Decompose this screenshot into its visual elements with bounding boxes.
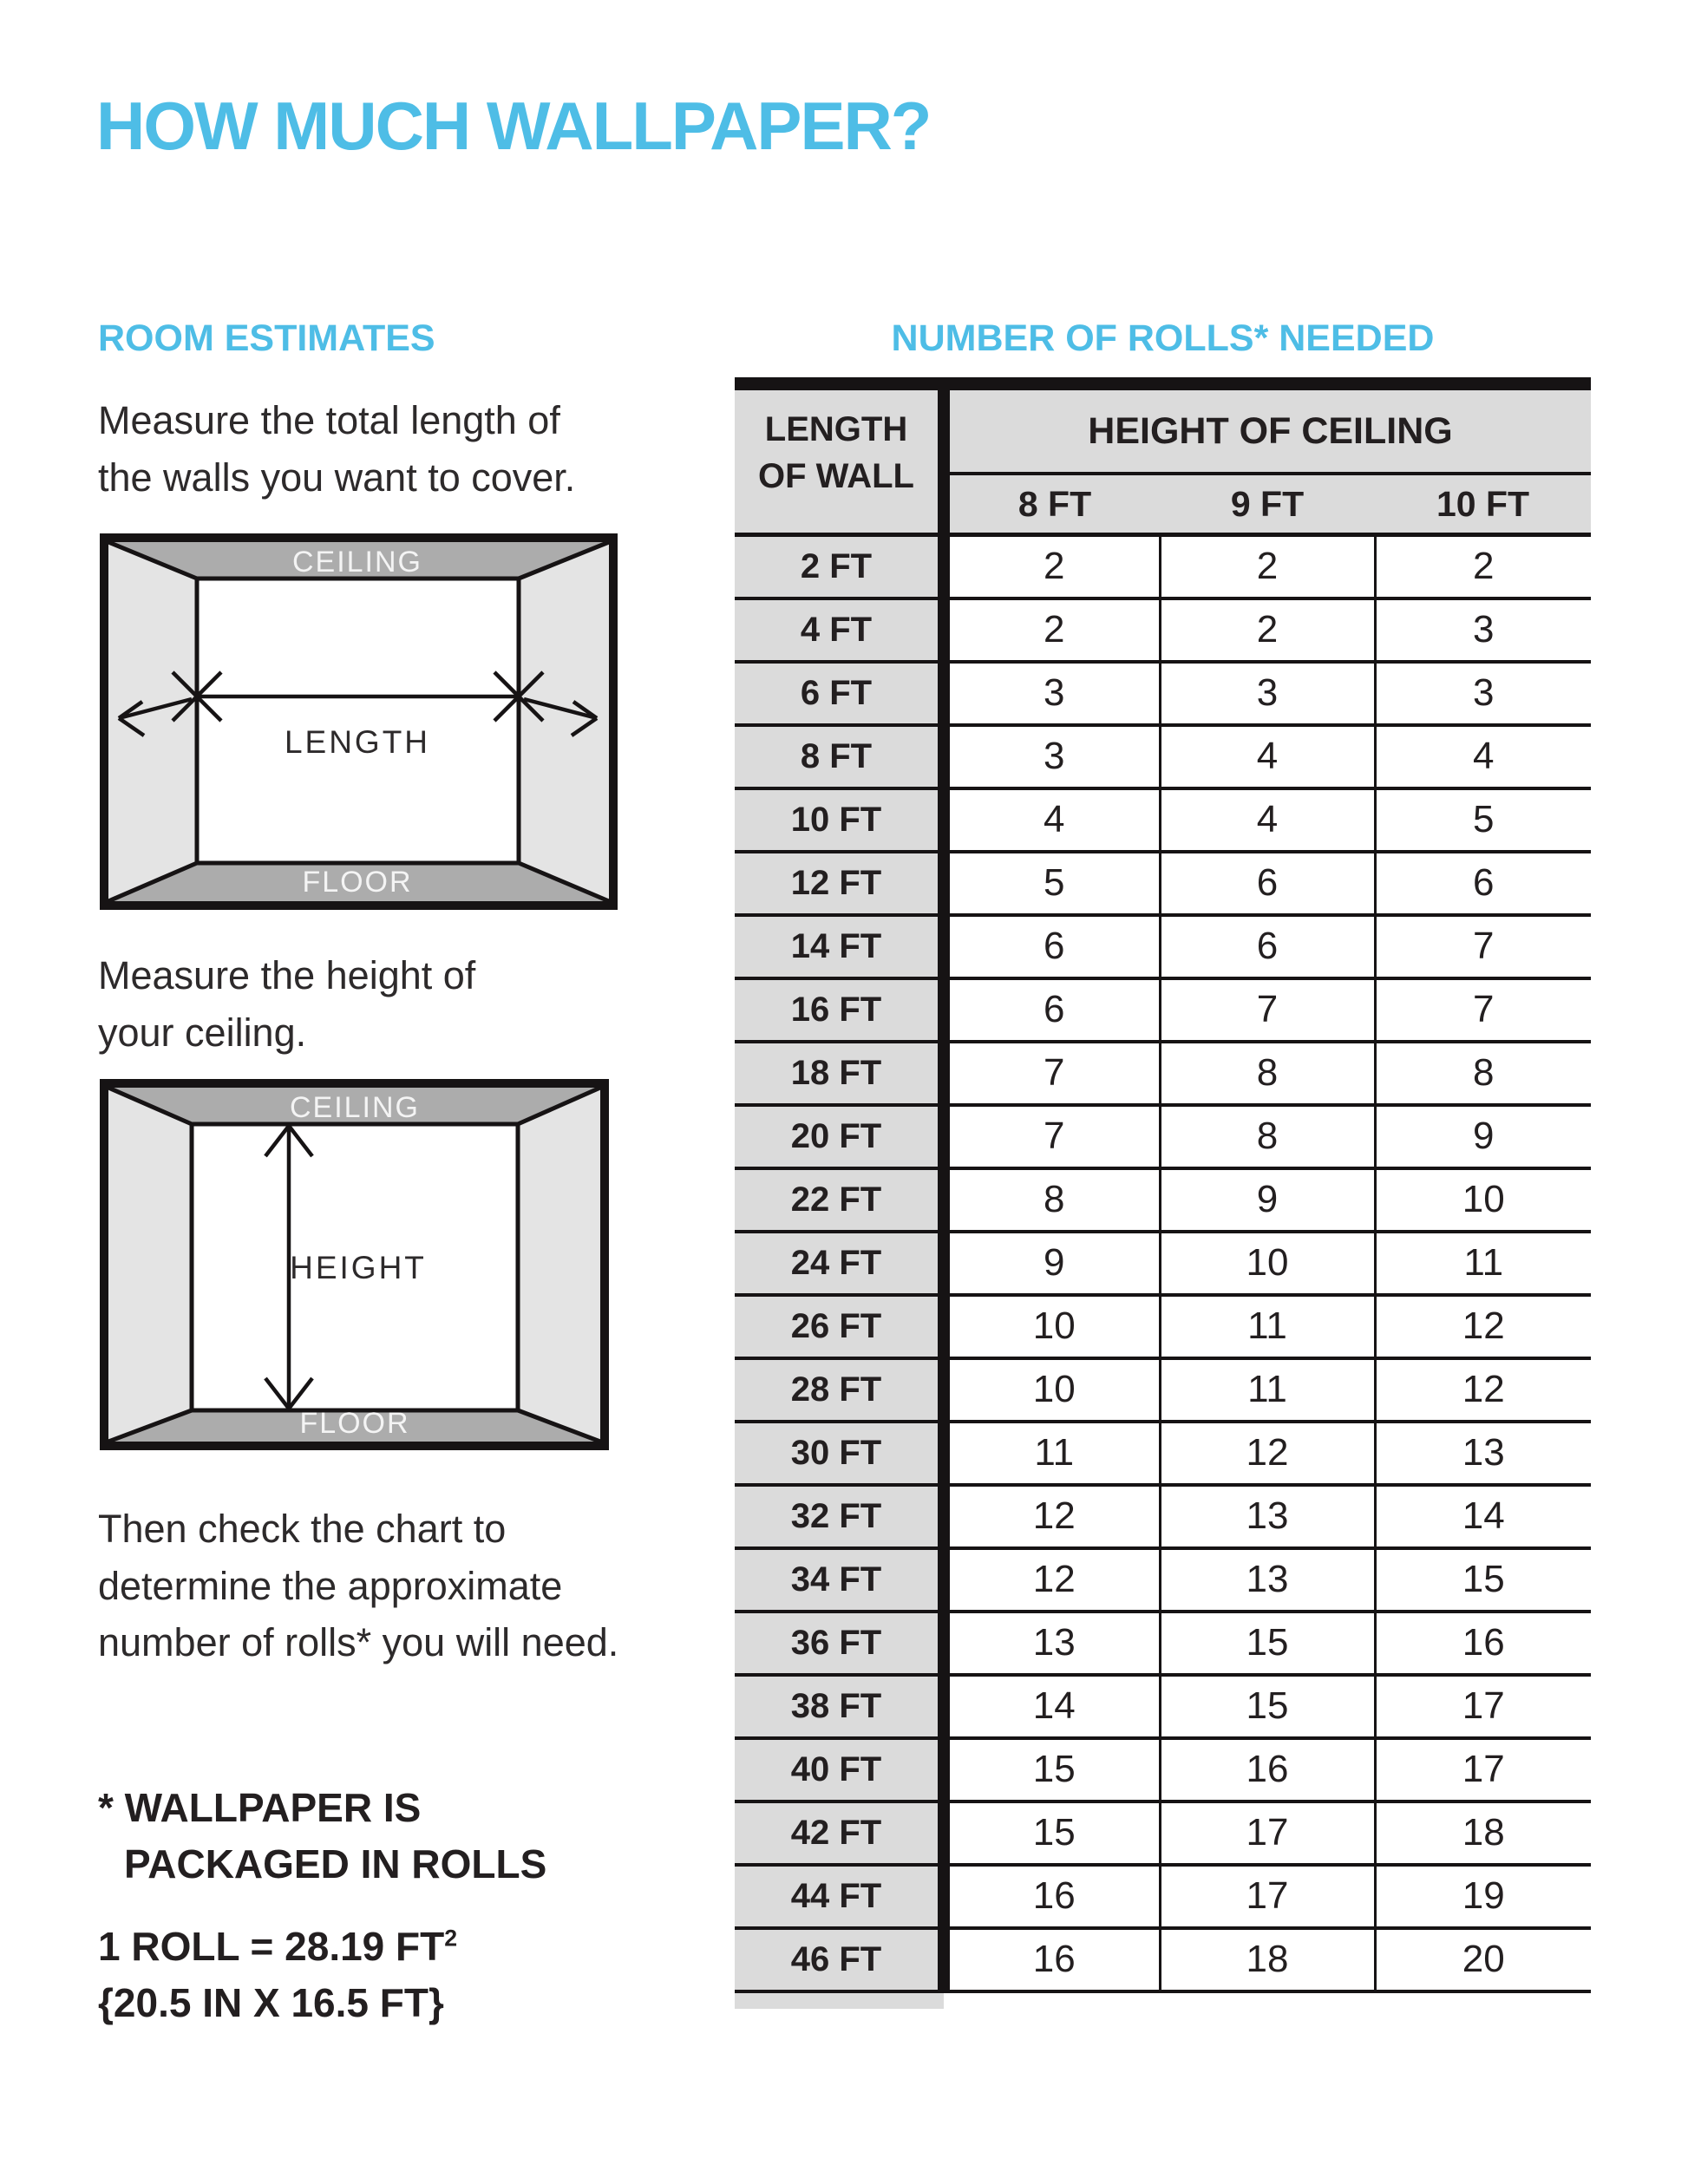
table-row [735, 1105, 1591, 1168]
rolls-value: 8 [1160, 1042, 1375, 1105]
row-label: 20 FT [735, 1105, 944, 1168]
table-row [735, 725, 1591, 788]
table-row [735, 1548, 1591, 1612]
column-header-9ft: 9 FT [1160, 474, 1375, 535]
rolls-value: 11 [1160, 1295, 1375, 1358]
row-label: 36 FT [735, 1612, 944, 1675]
row-label: 32 FT [735, 1485, 944, 1548]
row-label: 44 FT [735, 1865, 944, 1928]
rolls-value: 8 [944, 1168, 1160, 1232]
rolls-value: 6 [1375, 852, 1591, 915]
row-label: 28 FT [735, 1358, 944, 1422]
roll-size-superscript: 2 [444, 1925, 458, 1952]
rolls-value: 4 [1375, 725, 1591, 788]
rolls-value: 7 [1160, 978, 1375, 1042]
table-row [735, 598, 1591, 662]
rolls-value: 5 [1375, 788, 1591, 852]
rolls-footnote [98, 1780, 546, 1893]
rolls-value: 19 [1375, 1865, 1591, 1928]
rolls-value: 11 [1375, 1232, 1591, 1295]
table-row [735, 1168, 1591, 1232]
rolls-value: 11 [1160, 1358, 1375, 1422]
rolls-value: 2 [1375, 535, 1591, 598]
rolls-value: 15 [1160, 1675, 1375, 1738]
rolls-value: 18 [1160, 1928, 1375, 1991]
table-row [735, 1422, 1591, 1485]
page-title: HOW MUCH WALLPAPER? [96, 88, 931, 164]
row-label: 38 FT [735, 1675, 944, 1738]
row-label: 14 FT [735, 915, 944, 978]
rolls-value: 15 [1375, 1548, 1591, 1612]
ceiling-label: CEILING [289, 1091, 421, 1124]
rolls-value: 4 [944, 788, 1160, 852]
rolls-value: 16 [944, 1928, 1160, 1991]
table-row [735, 1232, 1591, 1295]
rolls-table [735, 377, 1591, 1993]
row-label: 26 FT [735, 1295, 944, 1358]
rolls-value: 7 [1375, 915, 1591, 978]
rolls-needed-heading: NUMBER OF ROLLS* NEEDED [891, 317, 1435, 359]
table-row [735, 1738, 1591, 1801]
paragraph-line: Measure the total length of [98, 398, 560, 442]
room-estimates-heading: ROOM ESTIMATES [98, 317, 435, 359]
right-wall-surface [518, 1088, 600, 1442]
column-header-8ft: 8 FT [944, 474, 1160, 535]
rolls-value: 6 [1160, 852, 1375, 915]
rolls-value: 2 [944, 535, 1160, 598]
rolls-value: 12 [1160, 1422, 1375, 1485]
rolls-value: 16 [944, 1865, 1160, 1928]
table-row [735, 535, 1591, 598]
rolls-value: 2 [1160, 535, 1375, 598]
rolls-value: 2 [944, 598, 1160, 662]
paragraph-line: your ceiling. [98, 1010, 307, 1055]
row-label: 40 FT [735, 1738, 944, 1801]
paragraph-line: the walls you want to cover. [98, 454, 576, 500]
rolls-table-body [735, 535, 1591, 1991]
roll-size-text: 1 ROLL = 28.19 FT [98, 1924, 445, 1969]
rolls-value: 7 [944, 1042, 1160, 1105]
rolls-value: 8 [1160, 1105, 1375, 1168]
row-label: 12 FT [735, 852, 944, 915]
rolls-value: 12 [1375, 1358, 1591, 1422]
rolls-value: 4 [1160, 725, 1375, 788]
rolls-value: 7 [1375, 978, 1591, 1042]
rolls-value: 10 [944, 1358, 1160, 1422]
table-row [735, 1612, 1591, 1675]
table-row [735, 1295, 1591, 1358]
rolls-value: 18 [1375, 1801, 1591, 1865]
rolls-value: 6 [1160, 915, 1375, 978]
table-row [735, 915, 1591, 978]
rolls-value: 6 [944, 978, 1160, 1042]
room-length-diagram [100, 533, 618, 910]
rolls-value: 5 [944, 852, 1160, 915]
rolls-value: 3 [1375, 598, 1591, 662]
right-wall-surface [519, 542, 609, 901]
paragraph-line: number of rolls* you will need. [98, 1620, 619, 1665]
rolls-value: 3 [1160, 662, 1375, 725]
rolls-value: 12 [1375, 1295, 1591, 1358]
rolls-value: 9 [1375, 1105, 1591, 1168]
back-wall [197, 579, 519, 863]
ceiling-label: CEILING [291, 546, 423, 579]
height-of-ceiling-header: HEIGHT OF CEILING [944, 384, 1591, 474]
rolls-value: 13 [1160, 1548, 1375, 1612]
rolls-value: 17 [1160, 1865, 1375, 1928]
length-label: LENGTH [284, 724, 431, 760]
rolls-value: 17 [1160, 1801, 1375, 1865]
roll-spec [98, 1919, 457, 2032]
rolls-value: 13 [1160, 1485, 1375, 1548]
table-row [735, 1928, 1591, 1991]
table-row [735, 1865, 1591, 1928]
row-label: 30 FT [735, 1422, 944, 1485]
rolls-value: 12 [944, 1548, 1160, 1612]
rolls-value: 16 [1375, 1612, 1591, 1675]
height-label: HEIGHT [290, 1250, 427, 1285]
rolls-value: 8 [1375, 1042, 1591, 1105]
footnote-line: * WALLPAPER IS [98, 1785, 422, 1830]
rolls-value: 10 [1375, 1168, 1591, 1232]
row-label: 4 FT [735, 598, 944, 662]
table-header-row [735, 384, 1591, 474]
table-row [735, 1801, 1591, 1865]
rolls-value: 12 [944, 1485, 1160, 1548]
rolls-value: 17 [1375, 1738, 1591, 1801]
footnote-line: PACKAGED IN ROLLS [124, 1841, 547, 1887]
measure-height-paragraph [98, 947, 475, 1061]
rolls-value: 3 [944, 662, 1160, 725]
row-label: 6 FT [735, 662, 944, 725]
rolls-value: 10 [944, 1295, 1160, 1358]
length-of-wall-text: LENGTH OF WALL [758, 410, 914, 495]
rolls-value: 15 [1160, 1612, 1375, 1675]
rolls-value: 10 [1160, 1232, 1375, 1295]
row-label: 2 FT [735, 535, 944, 598]
row-label: 16 FT [735, 978, 944, 1042]
paragraph-line: determine the approximate [98, 1563, 563, 1608]
rolls-value: 2 [1160, 598, 1375, 662]
table-row [735, 978, 1591, 1042]
rolls-value: 14 [1375, 1485, 1591, 1548]
room-height-diagram [100, 1079, 609, 1450]
row-label: 46 FT [735, 1928, 944, 1991]
table-row [735, 1675, 1591, 1738]
rolls-value: 6 [944, 915, 1160, 978]
rolls-value: 9 [944, 1232, 1160, 1295]
rolls-value: 9 [1160, 1168, 1375, 1232]
rolls-value: 13 [944, 1612, 1160, 1675]
rolls-value: 3 [944, 725, 1160, 788]
table-row [735, 1485, 1591, 1548]
rolls-value: 15 [944, 1801, 1160, 1865]
row-label: 24 FT [735, 1232, 944, 1295]
rolls-value: 14 [944, 1675, 1160, 1738]
rolls-value: 3 [1375, 662, 1591, 725]
rolls-value: 15 [944, 1738, 1160, 1801]
row-label: 8 FT [735, 725, 944, 788]
rolls-value: 4 [1160, 788, 1375, 852]
rolls-table-container [735, 377, 1591, 2009]
table-row [735, 662, 1591, 725]
left-wall-surface [108, 1088, 192, 1442]
length-of-wall-header [735, 384, 944, 535]
rolls-value: 7 [944, 1105, 1160, 1168]
rolls-value: 16 [1160, 1738, 1375, 1801]
row-label: 22 FT [735, 1168, 944, 1232]
row-label: 34 FT [735, 1548, 944, 1612]
row-label: 42 FT [735, 1801, 944, 1865]
paragraph-line: Then check the chart to [98, 1507, 507, 1551]
paragraph-line: Measure the height of [98, 953, 476, 997]
roll-size-line [98, 1919, 457, 1975]
rolls-value: 13 [1375, 1422, 1591, 1485]
rolls-value: 20 [1375, 1928, 1591, 1991]
roll-dimensions-line: {20.5 IN X 16.5 FT} [98, 1980, 444, 2026]
floor-label: FLOOR [302, 866, 413, 899]
table-row [735, 1042, 1591, 1105]
table-row [735, 788, 1591, 852]
column-header-10ft: 10 FT [1375, 474, 1591, 535]
rolls-value: 11 [944, 1422, 1160, 1485]
row-label: 18 FT [735, 1042, 944, 1105]
rolls-value: 17 [1375, 1675, 1591, 1738]
row-label: 10 FT [735, 788, 944, 852]
floor-label: FLOOR [299, 1407, 410, 1440]
measure-length-paragraph [98, 392, 575, 506]
label-column-tail [735, 1993, 944, 2009]
table-row [735, 852, 1591, 915]
table-row [735, 1358, 1591, 1422]
check-chart-paragraph [98, 1501, 618, 1671]
